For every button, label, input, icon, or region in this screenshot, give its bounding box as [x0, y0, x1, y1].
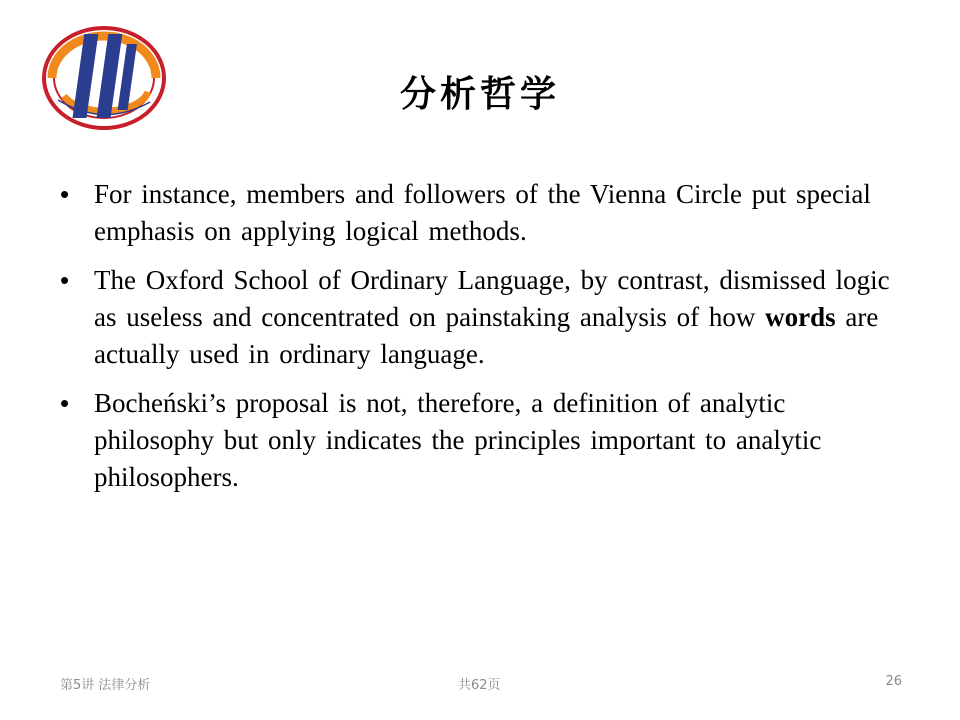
bullet-text-emphasis: words [765, 302, 836, 332]
bullet-item [60, 385, 890, 496]
bullet-item [60, 176, 890, 250]
bullet-list [60, 176, 890, 508]
bullet-icon: • [60, 179, 70, 209]
footer-lecture-label: 第5讲 法律分析 [60, 678, 151, 693]
bullet-icon: • [60, 265, 70, 295]
bullet-item [60, 262, 890, 373]
slide-title: 分析哲学 [399, 74, 560, 115]
footer-total-pages: 共62页 [458, 678, 501, 693]
bullet-text-end: are actually used in ordinary language. [94, 302, 879, 369]
bullet-text: Bocheński’s proposal is not, therefore, a definition of analytic philosophy but only indicates the principles important to analytic philosophers. [94, 388, 822, 492]
footer-page-number: 26 [885, 674, 902, 689]
bullet-text: For instance, members and followers of the Vienna Circle put special emphasis on applying logical methods. [94, 179, 871, 246]
bullet-icon: • [60, 388, 70, 418]
bullet-text-start: The Oxford School of Ordinary Language, by contrast, dismissed logic as useless and concentrated on painstaking analysis of how [94, 265, 890, 332]
